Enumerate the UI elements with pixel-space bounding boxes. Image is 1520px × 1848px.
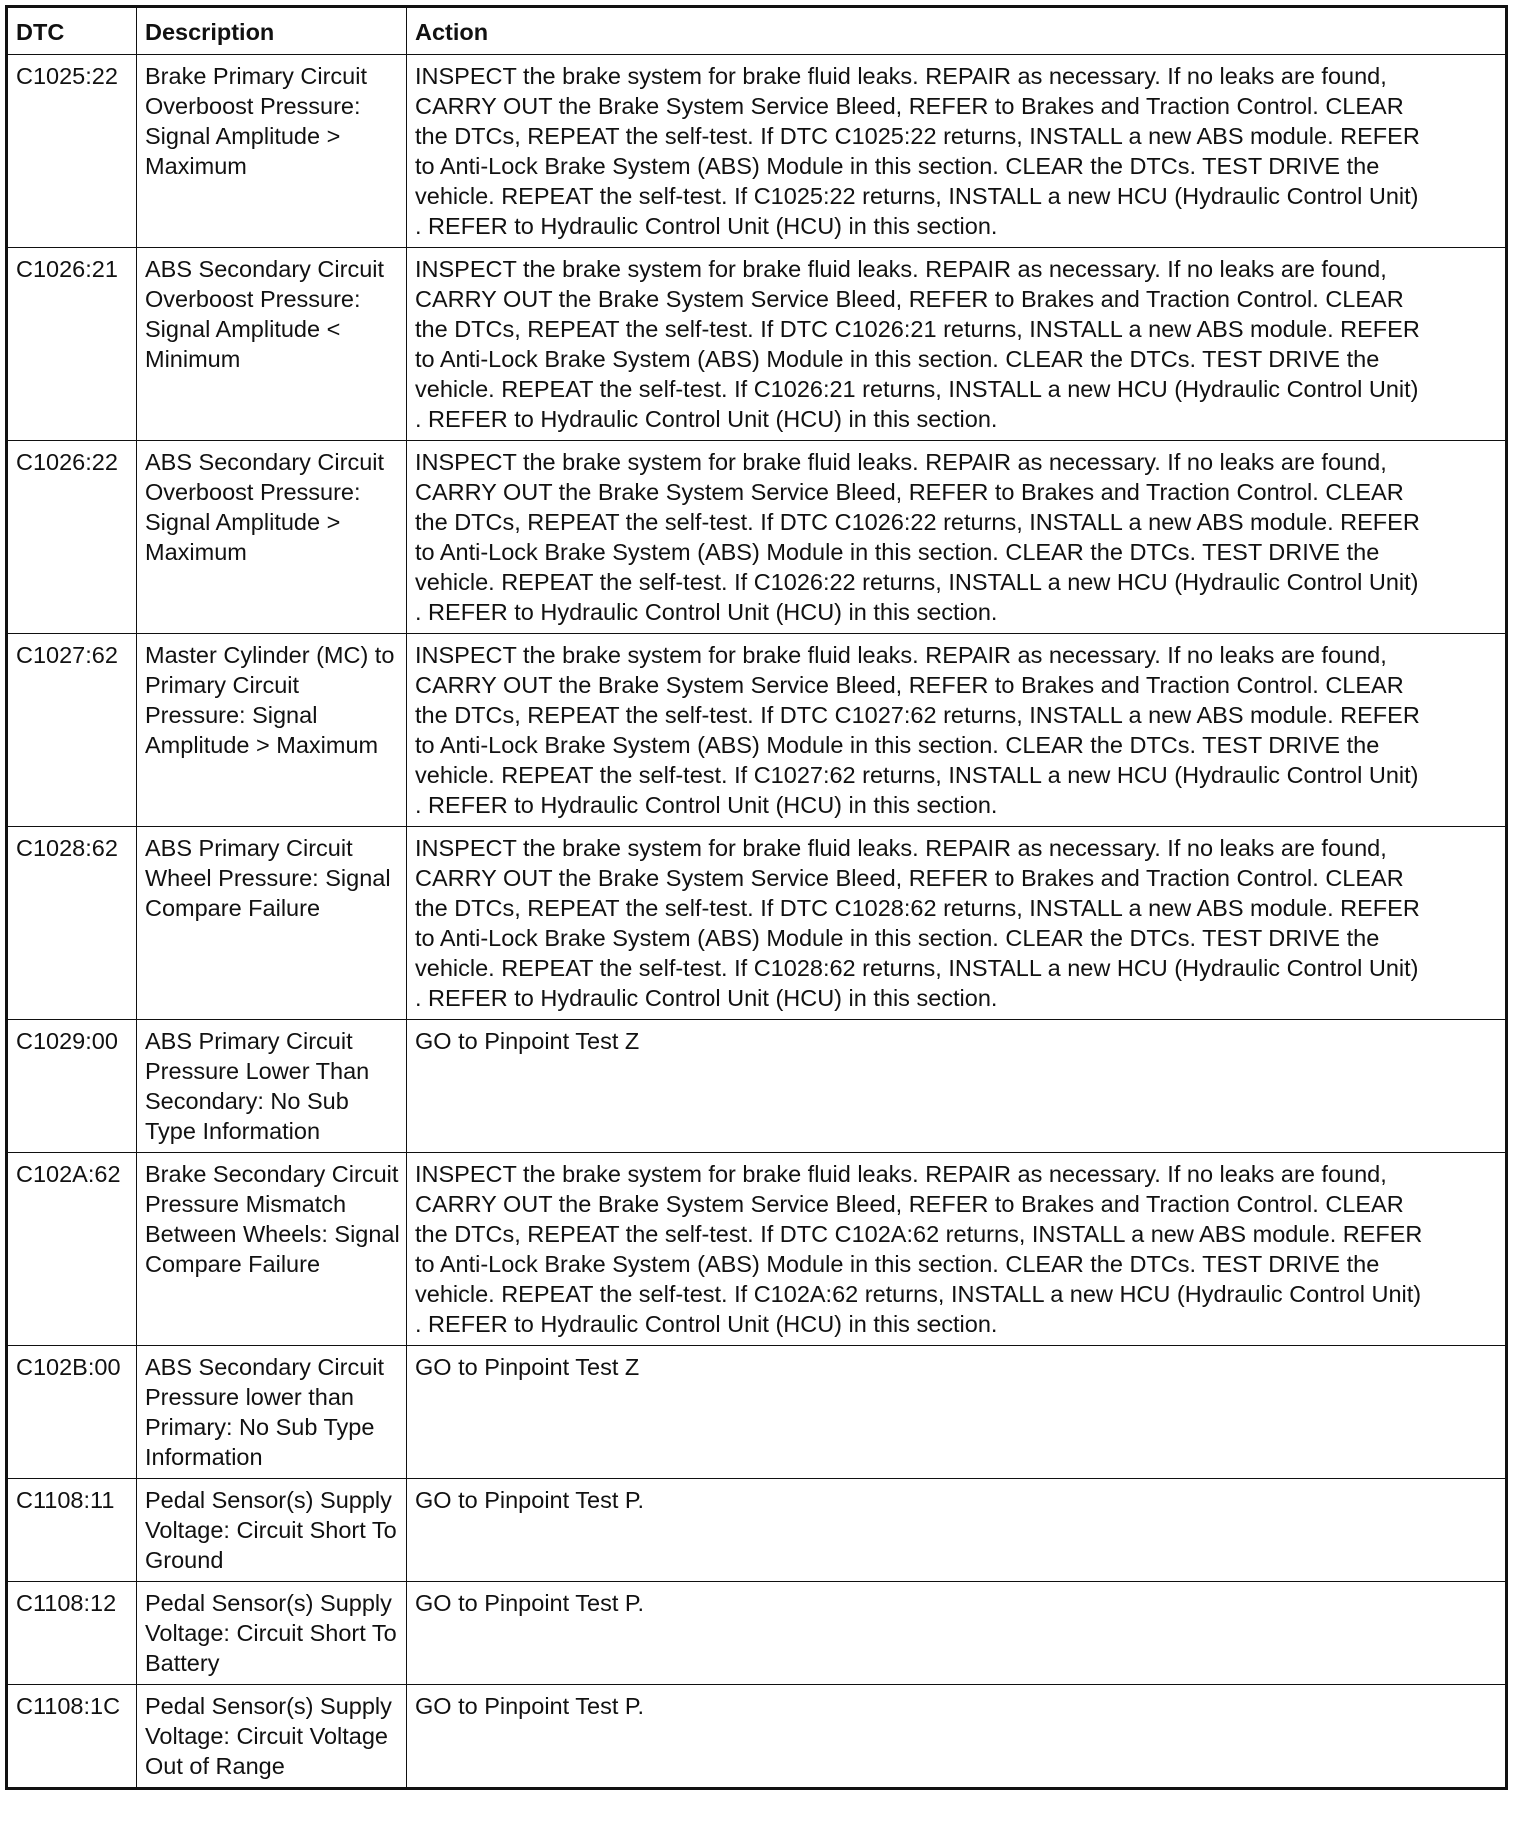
description-cell: Brake Secondary Circuit Pressure Mismatch Between Wheels: Signal Compare Failure xyxy=(137,1153,407,1346)
description-cell: ABS Primary Circuit Pressure Lower Than Secondary: No Sub Type Information xyxy=(137,1020,407,1153)
action-text-line: to Anti-Lock Brake System (ABS) Module in this section. CLEAR the DTCs. TEST DRIVE the xyxy=(415,153,1380,179)
action-text-line: INSPECT the brake system for brake fluid leaks. REPAIR as necessary. If no leaks are found, xyxy=(415,63,1387,89)
dtc-code-cell: C1108:12 xyxy=(7,1582,137,1685)
description-cell: Pedal Sensor(s) Supply Voltage: Circuit Short To Ground xyxy=(137,1479,407,1582)
action-text-line: vehicle. REPEAT the self-test. If C1026:22 returns, INSTALL a new HCU (Hydraulic Control Unit) xyxy=(415,569,1419,595)
action-text-line: to Anti-Lock Brake System (ABS) Module in this section. CLEAR the DTCs. TEST DRIVE the xyxy=(415,539,1380,565)
action-text-line: vehicle. REPEAT the self-test. If C102A:62 returns, INSTALL a new HCU (Hydraulic Control Unit) xyxy=(415,1281,1422,1307)
action-text-line: to Anti-Lock Brake System (ABS) Module in this section. CLEAR the DTCs. TEST DRIVE the xyxy=(415,346,1380,372)
action-text-line: GO to Pinpoint Test P. xyxy=(415,1487,645,1513)
description-cell: ABS Secondary Circuit Overboost Pressure: Signal Amplitude < Minimum xyxy=(137,248,407,441)
table-row xyxy=(7,1020,1507,1153)
action-text-line: vehicle. REPEAT the self-test. If C1028:62 returns, INSTALL a new HCU (Hydraulic Control Unit) xyxy=(415,955,1419,981)
action-text-line: CARRY OUT the Brake System Service Bleed, REFER to Brakes and Traction Control. CLEAR xyxy=(415,93,1404,119)
action-text-line: INSPECT the brake system for brake fluid leaks. REPAIR as necessary. If no leaks are found, xyxy=(415,835,1387,861)
action-text-line: the DTCs, REPEAT the self-test. If DTC C1025:22 returns, INSTALL a new ABS module. REFER xyxy=(415,123,1420,149)
dtc-code-cell: C1025:22 xyxy=(7,55,137,248)
table-row xyxy=(7,1582,1507,1685)
dtc-code-cell: C1027:62 xyxy=(7,634,137,827)
action-text-line: INSPECT the brake system for brake fluid leaks. REPAIR as necessary. If no leaks are found, xyxy=(415,1161,1387,1187)
action-text-line: vehicle. REPEAT the self-test. If C1027:62 returns, INSTALL a new HCU (Hydraulic Control Unit) xyxy=(415,762,1419,788)
table-row xyxy=(7,1479,1507,1582)
action-text-line: CARRY OUT the Brake System Service Bleed, REFER to Brakes and Traction Control. CLEAR xyxy=(415,479,1404,505)
description-cell: Brake Primary Circuit Overboost Pressure: Signal Amplitude > Maximum xyxy=(137,55,407,248)
action-cell xyxy=(407,248,1507,441)
dtc-code-cell: C102B:00 xyxy=(7,1346,137,1479)
action-text-line: to Anti-Lock Brake System (ABS) Module in this section. CLEAR the DTCs. TEST DRIVE the xyxy=(415,732,1380,758)
table-row xyxy=(7,1685,1507,1789)
table-row xyxy=(7,634,1507,827)
action-text-line: to Anti-Lock Brake System (ABS) Module in this section. CLEAR the DTCs. TEST DRIVE the xyxy=(415,925,1380,951)
action-cell xyxy=(407,634,1507,827)
action-text-line: the DTCs, REPEAT the self-test. If DTC C1027:62 returns, INSTALL a new ABS module. REFER xyxy=(415,702,1420,728)
action-text-line: . REFER to Hydraulic Control Unit (HCU) in this section. xyxy=(415,406,998,432)
action-text-line: . REFER to Hydraulic Control Unit (HCU) in this section. xyxy=(415,792,998,818)
action-cell xyxy=(407,1346,1507,1479)
description-cell: ABS Secondary Circuit Overboost Pressure: Signal Amplitude > Maximum xyxy=(137,441,407,634)
action-text-line: . REFER to Hydraulic Control Unit (HCU) in this section. xyxy=(415,1311,998,1337)
dtc-code-cell: C102A:62 xyxy=(7,1153,137,1346)
action-cell xyxy=(407,1685,1507,1789)
action-cell xyxy=(407,1479,1507,1582)
action-text-line: to Anti-Lock Brake System (ABS) Module in this section. CLEAR the DTCs. TEST DRIVE the xyxy=(415,1251,1380,1277)
action-text-line: CARRY OUT the Brake System Service Bleed, REFER to Brakes and Traction Control. CLEAR xyxy=(415,286,1404,312)
description-cell: Master Cylinder (MC) to Primary Circuit Pressure: Signal Amplitude > Maximum xyxy=(137,634,407,827)
header-action: Action xyxy=(407,7,1507,55)
action-text-line: vehicle. REPEAT the self-test. If C1026:21 returns, INSTALL a new HCU (Hydraulic Control Unit) xyxy=(415,376,1419,402)
action-cell xyxy=(407,827,1507,1020)
table-row xyxy=(7,55,1507,248)
table-body xyxy=(7,55,1507,1789)
action-text-line: INSPECT the brake system for brake fluid leaks. REPAIR as necessary. If no leaks are found, xyxy=(415,449,1387,475)
action-cell xyxy=(407,1153,1507,1346)
table-row xyxy=(7,441,1507,634)
table-row xyxy=(7,248,1507,441)
action-cell xyxy=(407,55,1507,248)
action-cell xyxy=(407,1020,1507,1153)
action-text-line: the DTCs, REPEAT the self-test. If DTC C102A:62 returns, INSTALL a new ABS module. REFER xyxy=(415,1221,1423,1247)
action-cell xyxy=(407,1582,1507,1685)
action-cell xyxy=(407,441,1507,634)
dtc-code-cell: C1108:1C xyxy=(7,1685,137,1789)
action-text-line: . REFER to Hydraulic Control Unit (HCU) in this section. xyxy=(415,213,998,239)
action-text-line: the DTCs, REPEAT the self-test. If DTC C1028:62 returns, INSTALL a new ABS module. REFER xyxy=(415,895,1420,921)
action-text-line: INSPECT the brake system for brake fluid leaks. REPAIR as necessary. If no leaks are found, xyxy=(415,642,1387,668)
table-row xyxy=(7,1346,1507,1479)
header-row xyxy=(7,7,1507,55)
dtc-code-cell: C1029:00 xyxy=(7,1020,137,1153)
action-text-line: GO to Pinpoint Test Z xyxy=(415,1028,640,1054)
action-text-line: CARRY OUT the Brake System Service Bleed, REFER to Brakes and Traction Control. CLEAR xyxy=(415,672,1404,698)
action-text-line: GO to Pinpoint Test Z xyxy=(415,1354,640,1380)
action-text-line: the DTCs, REPEAT the self-test. If DTC C1026:22 returns, INSTALL a new ABS module. REFER xyxy=(415,509,1420,535)
table-row xyxy=(7,827,1507,1020)
action-text-line: GO to Pinpoint Test P. xyxy=(415,1693,645,1719)
dtc-code-cell: C1026:21 xyxy=(7,248,137,441)
header-description: Description xyxy=(137,7,407,55)
description-cell: Pedal Sensor(s) Supply Voltage: Circuit Short To Battery xyxy=(137,1582,407,1685)
action-text-line: vehicle. REPEAT the self-test. If C1025:22 returns, INSTALL a new HCU (Hydraulic Control Unit) xyxy=(415,183,1419,209)
dtc-table xyxy=(5,5,1508,1790)
description-cell: ABS Secondary Circuit Pressure lower than Primary: No Sub Type Information xyxy=(137,1346,407,1479)
table-header xyxy=(7,7,1507,55)
dtc-code-cell: C1026:22 xyxy=(7,441,137,634)
action-text-line: CARRY OUT the Brake System Service Bleed, REFER to Brakes and Traction Control. CLEAR xyxy=(415,865,1404,891)
action-text-line: . REFER to Hydraulic Control Unit (HCU) in this section. xyxy=(415,985,998,1011)
table-row xyxy=(7,1153,1507,1346)
dtc-code-cell: C1108:11 xyxy=(7,1479,137,1582)
header-dtc: DTC xyxy=(7,7,137,55)
action-text-line: . REFER to Hydraulic Control Unit (HCU) in this section. xyxy=(415,599,998,625)
action-text-line: INSPECT the brake system for brake fluid leaks. REPAIR as necessary. If no leaks are found, xyxy=(415,256,1387,282)
action-text-line: CARRY OUT the Brake System Service Bleed, REFER to Brakes and Traction Control. CLEAR xyxy=(415,1191,1404,1217)
action-text-line: the DTCs, REPEAT the self-test. If DTC C1026:21 returns, INSTALL a new ABS module. REFER xyxy=(415,316,1420,342)
action-text-line: GO to Pinpoint Test P. xyxy=(415,1590,645,1616)
description-cell: Pedal Sensor(s) Supply Voltage: Circuit Voltage Out of Range xyxy=(137,1685,407,1789)
description-cell: ABS Primary Circuit Wheel Pressure: Signal Compare Failure xyxy=(137,827,407,1020)
dtc-code-cell: C1028:62 xyxy=(7,827,137,1020)
